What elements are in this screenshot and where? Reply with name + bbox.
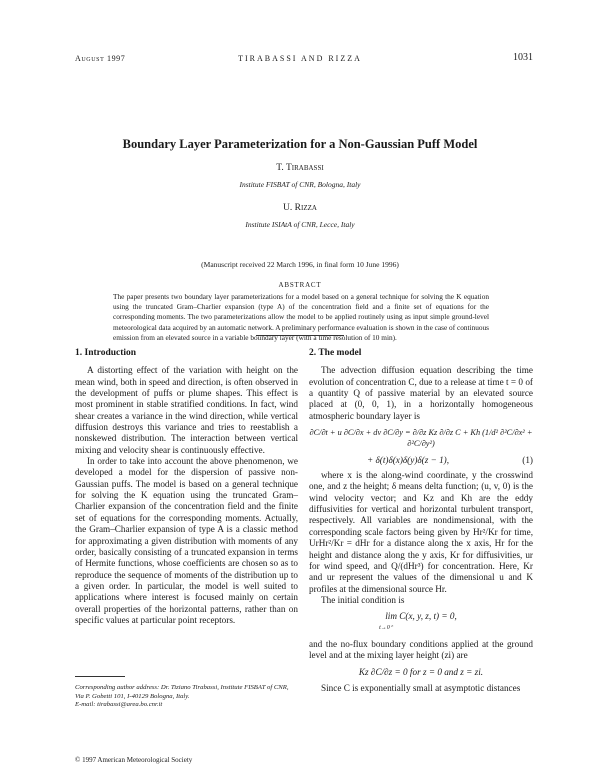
copyright-line: © 1997 American Meteorological Society	[75, 756, 193, 764]
corresponding-author-footnote: Corresponding author address: Dr. Tiziano Tirabassi, Institute FISBAT of CNR, Via P. Gobetti 101, I-40129 Bologna, Italy. E-mail: tirabassi@area.bo.cnr.it	[75, 684, 289, 709]
model-paragraph-4: and the no-flux boundary conditions applied at the ground level and at the mixing layer height (zi) are	[309, 638, 533, 661]
model-paragraph-1: The advection diffusion equation describing the time evolution of concentration C, due to a release at time t = 0 of a quantity Q of passive material by an elevated source placed at (0, 0, 1), in a horizontally homogeneous atmospheric boundary layer is	[309, 365, 533, 421]
left-column	[75, 348, 298, 626]
intro-paragraph-1: A distorting effect of the variation with height on the mean wind, both in speed and direction, is often observed in the development of puffs or plume shapes. This effect is most prominent in stable stratified conditions. In fact, wind shear creates a variance in the wind direction, while vertical diffusion destroys this variance and tries to reestablish a nonskewed distribution. The interaction between vertical mixing and velocity shear is continuously effective.	[75, 365, 298, 455]
equation-1-source-term: + δ(t)δ(x)δ(y)δ(z − 1),	[367, 454, 450, 465]
equation-1-line-2	[309, 455, 533, 466]
section-heading-model: 2. The model	[309, 348, 362, 358]
equation-boundary-condition: Kz ∂C/∂z = 0 for z = 0 and z = zi.	[358, 666, 484, 677]
running-header-date: August 1997	[75, 54, 126, 63]
intro-paragraph-2: In order to take into account the above phenomenon, we developed a model for the dispersion of passive non-Gaussian puffs. The model is based on a general technique for solving the K equation using the truncated Gram–Charlier expansion of the concentration field and the finite set of equations for the corresponding moments. Actually, the Gram–Charlier expansion of type A is a classic method for approximating a given distribution with moments of any order, basically consisting of a truncated expansion in terms of Hermite functions, whose coefficients are chosen so as to reproduce the sequence of moments of the distribution up to a given order. In particular, the model is well suited to applications where interest is focused mainly on certain overall properties of the horizontal patterns, rather than on specific values at particular point receptors.	[75, 456, 298, 625]
equation-initial-condition: lim C(x, y, z, t) = 0,	[385, 611, 457, 622]
author-2-name: U. Rizza	[283, 203, 317, 213]
author-1-affiliation: Institute FISBAT of CNR, Bologna, Italy	[239, 180, 361, 189]
abstract-text: The paper presents two boundary layer parameterizations for a model based on a general technique for solving the K equation using the truncated Gram–Charlier expansion (type A) of the concentration field and a finite set of equations for the corresponding moments. The two parameterizations allow the model to be applied routinely using as input simple ground-level meteorological data acquired by an automatic network. A preliminary performance evaluation is shown in the case of continuous emission from an elevated source in a variable boundary layer (with a time resolution of 10 min).	[113, 292, 489, 342]
author-1-name: T. Tirabassi	[276, 163, 324, 173]
paper-title: Boundary Layer Parameterization for a Non-Gaussian Puff Model	[122, 137, 478, 151]
section-heading-introduction: 1. Introduction	[75, 348, 137, 358]
manuscript-note: (Manuscript received 22 March 1996, in final form 10 June 1996)	[201, 260, 399, 269]
running-header-authors: TIRABASSI AND RIZZA	[238, 54, 362, 63]
page-number: 1031	[513, 52, 533, 63]
model-paragraph-2: where x is the along-wind coordinate, y the crosswind one, and z the height; δ means delta function; (u, v, 0) is the wind velocity vector; and Kz and Kh are the eddy diffusivities for vertical and horizontal turbulent transport, respectively. All variables are nondimensional, with the corresponding scale factors being given by Hr²/Kr for time, UrHr²/Kr = dHr for a distance along the x axis, Hr for the height and distance along the y axis, Kr for diffusivities, ur for wind speed, and Q/(dHr³) for concentration. Here, Kr and ur represent the values of the dimensional u and K profiles at the dimensional source Hr.	[309, 470, 533, 594]
equation-limit-subscript: t→0⁺	[379, 624, 393, 631]
footnote-rule	[75, 676, 125, 677]
equation-1-line-1: ∂C/∂t + u ∂C/∂x + dv ∂C/∂y = ∂/∂z Kz ∂/∂z C + Kh (1/d² ∂²C/∂x² + ∂²C/∂y²)	[309, 428, 533, 449]
abstract-heading: ABSTRACT	[278, 281, 322, 289]
section-divider	[256, 335, 344, 336]
model-paragraph-5: Since C is exponentially small at asymptotic distances	[321, 682, 521, 693]
right-column	[309, 348, 533, 694]
equation-1-number: (1)	[522, 454, 533, 465]
model-paragraph-3: The initial condition is	[321, 594, 405, 605]
author-2-affiliation: Institute ISIAtA of CNR, Lecce, Italy	[245, 220, 355, 229]
